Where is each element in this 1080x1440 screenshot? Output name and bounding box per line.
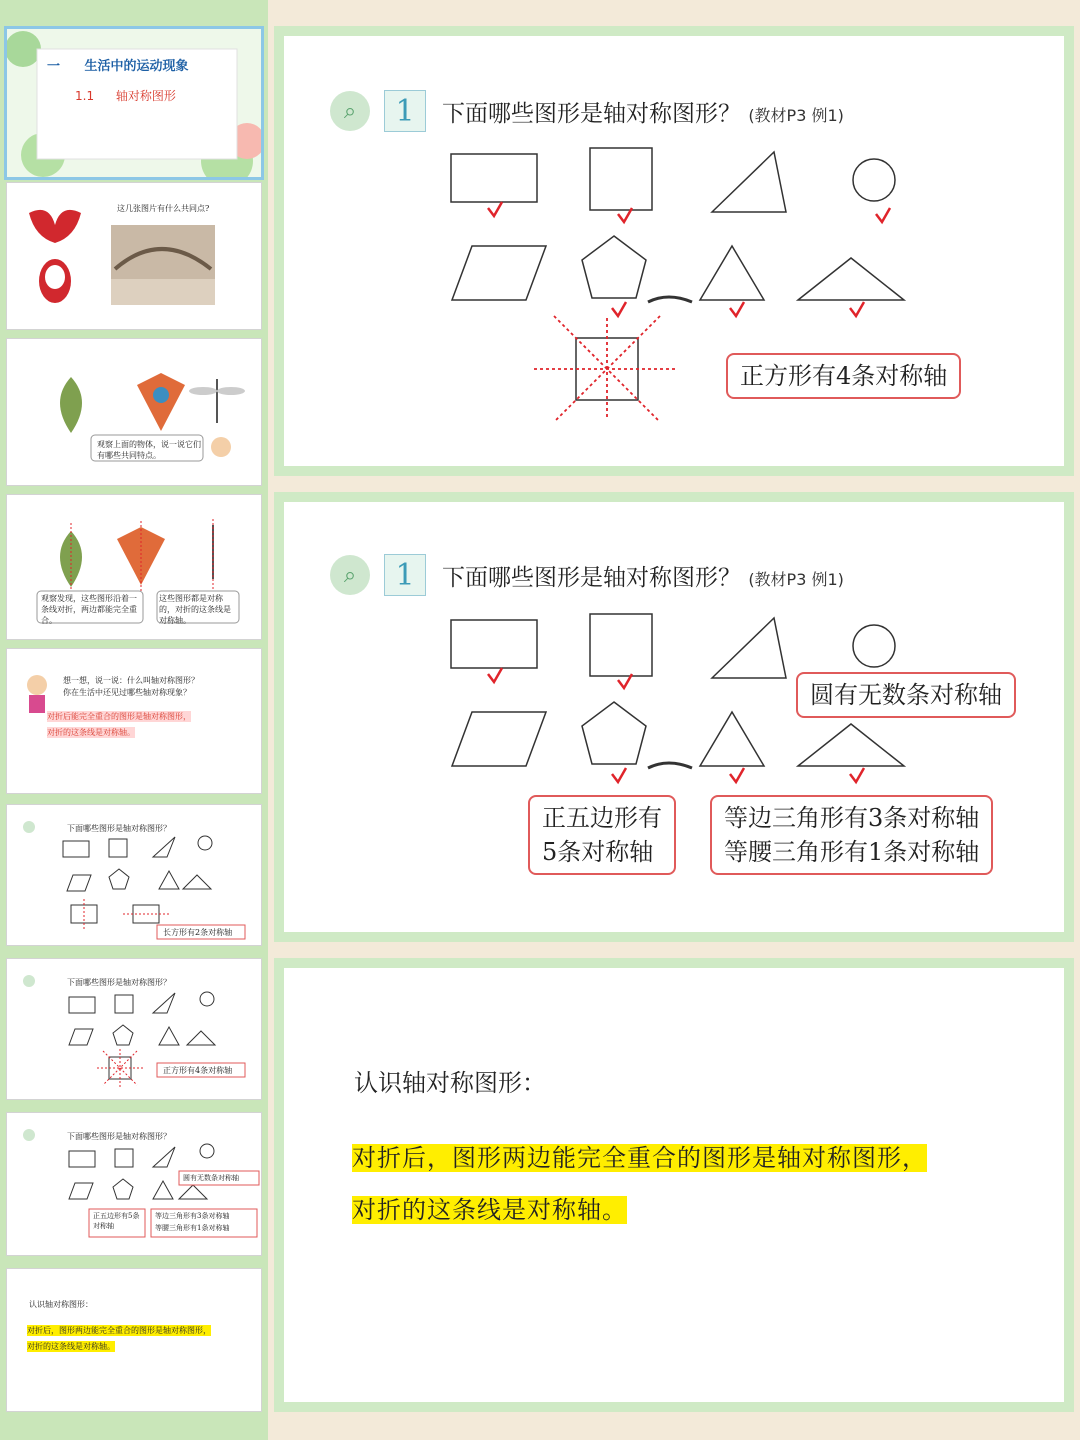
definition-line-1: 对折后，图形两边能完全重合的图形是轴对称图形， <box>352 1144 927 1172</box>
circle-shape <box>853 625 895 667</box>
slide5-def2: 对折的这条线是对称轴。 <box>47 728 135 737</box>
definition-title: 认识轴对称图形： <box>354 1069 546 1097</box>
parallelogram-shape <box>452 712 546 766</box>
slide-thumbnail-5[interactable] <box>6 648 262 794</box>
scalene-triangle-shape <box>712 152 786 212</box>
shapes-figure <box>284 36 1064 466</box>
slide4-bubble-right: 这些图形都是对称的，对折的这条线是对称轴。 <box>159 594 231 625</box>
checkmark-icon <box>612 768 626 782</box>
square-axes-callout: 正方形有4条对称轴 <box>726 353 961 399</box>
magnifier-icon: ⌕ <box>330 555 370 595</box>
circle-shape <box>853 159 895 201</box>
parallelogram-shape <box>452 246 546 300</box>
slide-thumbnail-9[interactable] <box>6 1268 262 1412</box>
checkmark-icon <box>850 302 864 316</box>
checkmark-icon <box>488 668 502 682</box>
square-shape <box>590 148 652 210</box>
slide-thumbnail-6[interactable] <box>6 804 262 946</box>
slide-main-definition <box>274 958 1074 1412</box>
slide5-def1: 对折后能完全重合的图形是轴对称图形， <box>47 712 191 721</box>
slide-main-axes-counts <box>274 492 1074 942</box>
checkmark-icon <box>730 768 744 782</box>
slide9-line1: 对折后，图形两边能完全重合的图形是轴对称图形， <box>27 1326 211 1335</box>
slide7-question: 下面哪些图形是轴对称图形？ <box>67 978 171 987</box>
slide-thumbnail-7[interactable] <box>6 958 262 1100</box>
slide-main-square-axes <box>274 26 1074 476</box>
scalene-triangle-shape <box>712 618 786 678</box>
slide3-bubble: 观察上面的物体，说一说它们有哪些共同特点。 <box>97 440 201 460</box>
isosceles-triangle-shape <box>798 724 904 766</box>
slide5-q2: 你在生活中还见过哪些轴对称现象？ <box>63 688 191 697</box>
pentagon-axes-callout <box>528 795 676 875</box>
chapter-number: 一 <box>47 59 61 74</box>
pentagon-callout-line1: 正五边形有 <box>542 804 662 832</box>
circle-axes-callout: 圆有无数条对称轴 <box>796 672 1016 718</box>
slide8-callout-tri-1: 等边三角形有3条对称轴 <box>155 1212 230 1220</box>
checkmark-icon <box>850 768 864 782</box>
section-title: 轴对称图形 <box>115 89 176 103</box>
textbook-reference: (教材P3 例1) <box>748 105 844 125</box>
checkmark-icon <box>730 302 744 316</box>
square-shape <box>590 614 652 676</box>
slide-thumbnail-8[interactable] <box>6 1112 262 1256</box>
slide-canvas <box>284 968 1064 1402</box>
slide-thumbnail-4[interactable] <box>6 494 262 640</box>
slide9-title: 认识轴对称图形： <box>29 1300 93 1309</box>
equilateral-callout-line: 等边三角形有3条对称轴 <box>724 804 980 832</box>
question-text: 下面哪些图形是轴对称图形？ <box>442 564 741 591</box>
rectangle-shape <box>451 620 537 668</box>
pentagon-callout-line2: 5条对称轴 <box>542 838 654 866</box>
slide-canvas <box>284 36 1064 466</box>
pentagon-shape <box>582 702 646 764</box>
slide6-callout: 长方形有2条对称轴 <box>163 928 233 937</box>
slide9-line2: 对折的这条线是对称轴。 <box>27 1342 115 1351</box>
slide5-q1: 想一想，说一说：什么叫轴对称图形？ <box>63 676 199 685</box>
section-number: 1.1 <box>75 89 95 103</box>
slide-thumbnail-2[interactable] <box>6 182 262 330</box>
isosceles-triangle-shape <box>798 258 904 300</box>
question-number: 1 <box>384 90 426 132</box>
textbook-reference: (教材P3 例1) <box>748 569 844 589</box>
pentagon-shape <box>582 236 646 298</box>
definition-line-2: 对折的这条线是对称轴。 <box>352 1196 627 1224</box>
isosceles-callout-line: 等腰三角形有1条对称轴 <box>724 838 980 866</box>
question-text: 下面哪些图形是轴对称图形？ <box>442 100 741 127</box>
checkmark-icon <box>488 202 502 216</box>
slide6-question: 下面哪些图形是轴对称图形？ <box>67 824 171 833</box>
slide8-callout-penta: 正五边形有5条对称轴 <box>93 1212 140 1230</box>
checkmark-icon <box>612 302 626 316</box>
slide-canvas <box>284 502 1064 932</box>
slide4-bubble-left: 观察发现，这些图形沿着一条线对折，两边都能完全重合。 <box>41 594 137 625</box>
slide-thumbnail-panel <box>0 0 268 1440</box>
slide2-question: 这几张图片有什么共同点? <box>117 204 210 213</box>
slide8-callout-circle: 圆有无数条对称轴 <box>183 1174 239 1182</box>
chapter-title: 生活中的运动现象 <box>84 59 189 74</box>
triangle-axes-callout <box>710 795 993 875</box>
magnifier-icon: ⌕ <box>330 91 370 131</box>
leaf-kite-dragonfly-pictures <box>7 339 261 485</box>
checkmark-icon <box>876 208 890 222</box>
slide-thumbnail-1[interactable] <box>4 26 264 180</box>
rectangle-shape <box>451 154 537 202</box>
equilateral-triangle-shape <box>700 712 764 766</box>
slide7-callout: 正方形有4条对称轴 <box>163 1066 233 1075</box>
question-number: 1 <box>384 554 426 596</box>
slide-thumbnail-3[interactable] <box>6 338 262 486</box>
equilateral-triangle-shape <box>700 246 764 300</box>
slide8-callout-tri-2: 等腰三角形有1条对称轴 <box>155 1224 230 1232</box>
slide8-question: 下面哪些图形是轴对称图形？ <box>67 1132 171 1141</box>
